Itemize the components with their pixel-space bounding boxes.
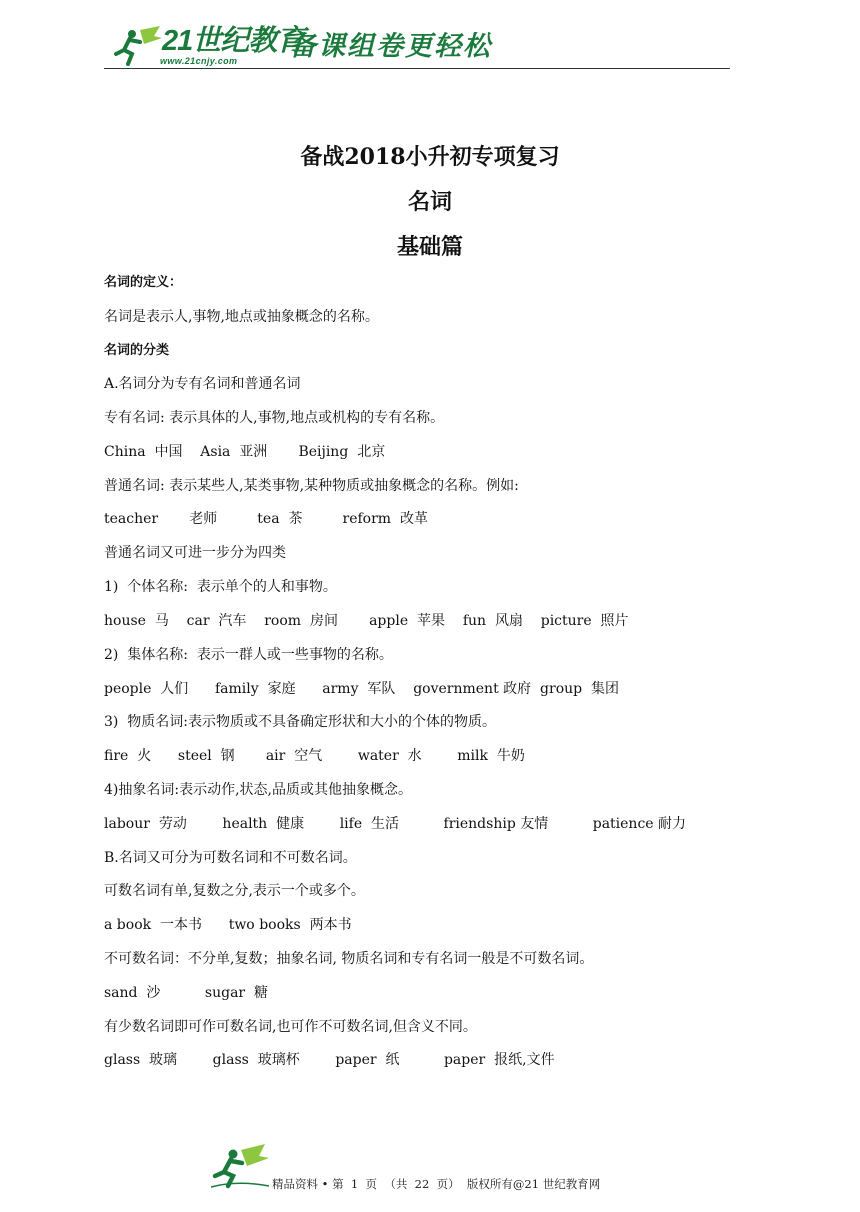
page-title: 备战2018小升初专项复习 <box>300 144 560 170</box>
body-line: 2) 集体名称: 表示一群人或一些事物的名称。 <box>104 647 393 663</box>
example-line: China 中国 Asia 亚洲 Beijing 北京 <box>104 444 386 460</box>
body-line: 4)抽象名词:表示动作,状态,品质或其他抽象概念。 <box>104 782 412 798</box>
example-line: labour 劳动 health 健康 life 生活 friendship 友情 patience 耐力 <box>104 816 687 832</box>
example-line: people 人们 family 家庭 army 军队 government 政府 group 集团 <box>104 681 620 697</box>
body-line: 有少数名词即可作可数名词,也可作不可数名词,但含义不同。 <box>104 1019 477 1035</box>
body-line: 名词是表示人,事物,地点或抽象概念的名称。 <box>104 309 379 325</box>
body-line: 普通名词又可进一步分为四类 <box>104 545 286 561</box>
example-line: fire 火 steel 钢 air 空气 water 水 milk 牛奶 <box>104 748 525 764</box>
body-line: 3) 物质名词:表示物质或不具备确定形状和大小的个体的物质。 <box>104 714 496 730</box>
body-line: 专有名词: 表示具体的人,事物,地点或机构的专有名称。 <box>104 410 445 426</box>
example-line: sand 沙 sugar 糖 <box>104 985 269 1001</box>
header-divider <box>104 68 730 69</box>
body-line: B.名词又可分为可数名词和不可数名词。 <box>104 850 357 866</box>
page-subtitle-noun: 名词 <box>407 189 452 215</box>
example-line: teacher 老师 tea 茶 reform 改革 <box>104 511 428 527</box>
body-line: 普通名词: 表示某些人,某类事物,某种物质或抽象概念的名称。例如: <box>104 478 519 494</box>
example-line: a book 一本书 two books 两本书 <box>104 917 352 933</box>
logo-url: www.21cnjy.com <box>160 56 238 66</box>
runner-logo-icon <box>110 24 166 66</box>
body-line: 不可数名词：不分单,复数；抽象名词, 物质名词和专有名词一般是不可数名词。 <box>104 951 594 967</box>
example-line: house 马 car 汽车 room 房间 apple 苹果 fun 风扇 picture 照片 <box>104 613 629 629</box>
footer-runner-logo-icon <box>207 1140 273 1190</box>
section-heading-definition: 名词的定义： <box>104 275 183 290</box>
body-line: 1) 个体名称: 表示单个的人和事物。 <box>104 579 337 595</box>
page-header <box>104 22 730 70</box>
header-slogan: 备课组卷更轻松 <box>289 31 492 62</box>
body-line: 可数名词有单,复数之分,表示一个或多个。 <box>104 883 365 899</box>
footer-page-info: 精品资料 • 第 1 页 （共 22 页） 版权所有@21 世纪教育网 <box>272 1177 601 1191</box>
logo-text: 21世纪教育 <box>162 25 305 57</box>
section-heading-classification: 名词的分类 <box>104 343 170 358</box>
example-line: glass 玻璃 glass 玻璃杯 paper 纸 paper 报纸,文件 <box>104 1052 555 1068</box>
page-subtitle-basic: 基础篇 <box>396 234 463 260</box>
body-line: A.名词分为专有名词和普通名词 <box>104 376 301 392</box>
